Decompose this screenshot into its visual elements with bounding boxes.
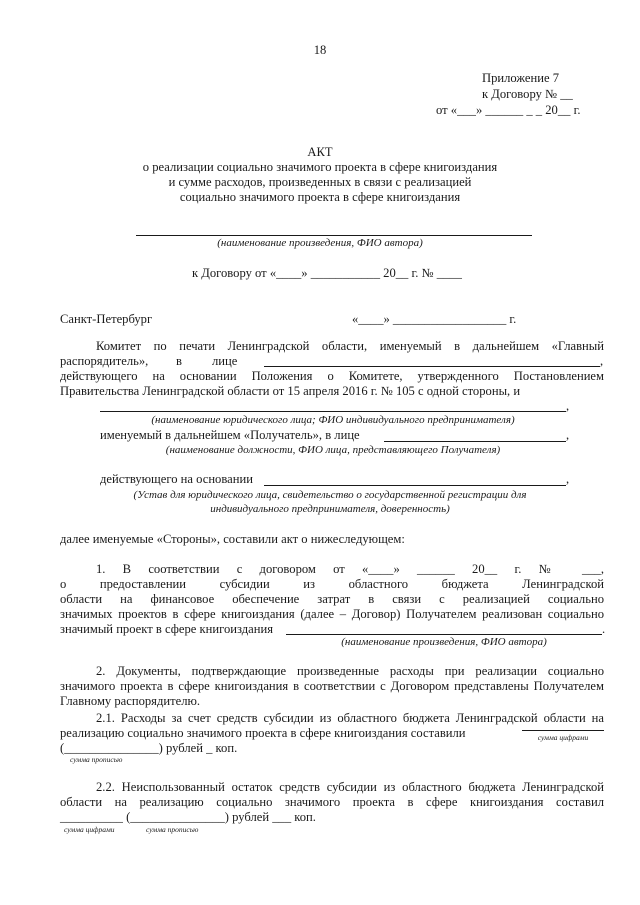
- contract-reference: к Договору от «____» ___________ 20__ г. № ____: [192, 266, 462, 280]
- clause-2-line-2: значимого проекта в сфере книгоиздания в соответствии с Договором представлены Получателем: [60, 679, 604, 693]
- preamble-line-1: Комитет по печати Ленинградской области, именуемый в дальнейшем «Главный: [96, 339, 604, 353]
- act-subtitle-3: социально значимого проекта в сфере книгоиздания: [179, 190, 461, 204]
- clause-1-line-4: значимых проектов в сфере книгоиздания (далее – Договор) Получателем реализован социально: [60, 607, 604, 621]
- clause-2-line-1: 2. Документы, подтверждающие произведенные расходы при реализации социально: [96, 664, 604, 678]
- preamble-line-2b: в: [176, 354, 182, 368]
- preamble-line-2c: лице: [212, 354, 238, 368]
- recipient-name-caption: (наименование юридического лица; ФИО индивидуального предпринимателя): [151, 414, 515, 426]
- preamble-line-2a: распорядитель»,: [60, 354, 149, 368]
- clause-2-2-line-2: области на реализацию социально значимого проекта в сфере книгоиздания составил: [60, 795, 604, 809]
- comma-2: ,: [566, 399, 570, 413]
- basis-caption-2: индивидуального предпринимателя, доверенность): [210, 503, 450, 515]
- clause-1-dot: .: [602, 622, 606, 636]
- work-name-caption: (наименование произведения, ФИО автора): [217, 237, 423, 249]
- appendix-line-2: к Договору № __: [482, 87, 573, 101]
- comma-4: ,: [566, 472, 570, 486]
- act-title: АКТ: [307, 145, 333, 159]
- clause-1-line-3: области на финансовое обеспечение затрат в связи с реализацией социально: [60, 592, 604, 606]
- clause-2-2-line-1: 2.2. Неиспользованный остаток средств субсидии из областного бюджета Ленинградской: [96, 780, 604, 794]
- recipient-rep-line: [384, 441, 566, 442]
- recipient-rep-caption: (наименование должности, ФИО лица, представляющего Получателя): [165, 444, 501, 456]
- clause-1-caption: (наименование произведения, ФИО автора): [341, 636, 547, 648]
- recipient-name-line: [100, 411, 566, 412]
- preamble-line-4: Правительства Ленинградской области от 15 апреля 2016 г. № 105 с одной стороны, и: [60, 384, 521, 398]
- clause-2-1-words-caption: сумма прописью: [70, 755, 123, 764]
- clause-1-line-2: о предоставлении субсидии из областного бюджета Ленинградской: [60, 577, 604, 591]
- intro-text: далее именуемые «Стороны», составили акт о нижеследующем:: [60, 532, 405, 546]
- act-subtitle-1: о реализации социально значимого проекта в сфере книгоиздания: [142, 160, 498, 174]
- clause-2-1-digits-caption: сумма цифрами: [537, 733, 589, 742]
- preamble-line-3: действующего на основании Положения о Комитете, утвержденного Постановлением: [60, 369, 604, 383]
- preamble-line-5: именуемый в дальнейшем «Получатель», в лице: [100, 428, 360, 442]
- clause-2-1-digits-line: [522, 730, 604, 731]
- clause-1-line-5: значимый проект в сфере книгоиздания: [60, 622, 273, 636]
- act-subtitle-2: и сумме расходов, произведенных в связи с реализацией: [168, 175, 472, 189]
- clause-2-2-line-3: __________ (_______________) рублей ___ коп.: [60, 810, 316, 824]
- appendix-line-3: от «___» ______ _ _ 20__ г.: [436, 103, 581, 117]
- appendix-line-1: Приложение 7: [482, 71, 560, 85]
- page-number: 18: [313, 43, 327, 57]
- clause-1-line-1: 1. В соответствии с договором от «____» ______ 20__ г. № ___,: [96, 562, 604, 576]
- city-date: «____» __________________ г.: [352, 312, 517, 326]
- clause-2-2-digits-caption: сумма цифрами: [64, 825, 115, 834]
- comma-1: ,: [600, 354, 604, 368]
- comma-3: ,: [566, 428, 570, 442]
- city-name: Санкт-Петербург: [60, 312, 153, 326]
- clause-2-1-line-2: реализацию социально значимого проекта в сфере книгоиздания составили: [60, 726, 466, 740]
- clause-2-2-words-caption: сумма прописью: [146, 825, 199, 834]
- basis-caption-1: (Устав для юридического лица, свидетельство о государственной регистрации для: [133, 489, 527, 501]
- preamble-line-6: действующего на основании: [100, 472, 253, 486]
- clause-2-line-3: Главному распорядителю.: [60, 694, 201, 708]
- representative-line: [264, 366, 600, 367]
- clause-2-1-line-1: 2.1. Расходы за счет средств субсидии из областного бюджета Ленинградской области на: [96, 711, 604, 725]
- basis-line: [264, 485, 566, 486]
- clause-2-1-line-3: (_______________) рублей _ коп.: [60, 741, 238, 755]
